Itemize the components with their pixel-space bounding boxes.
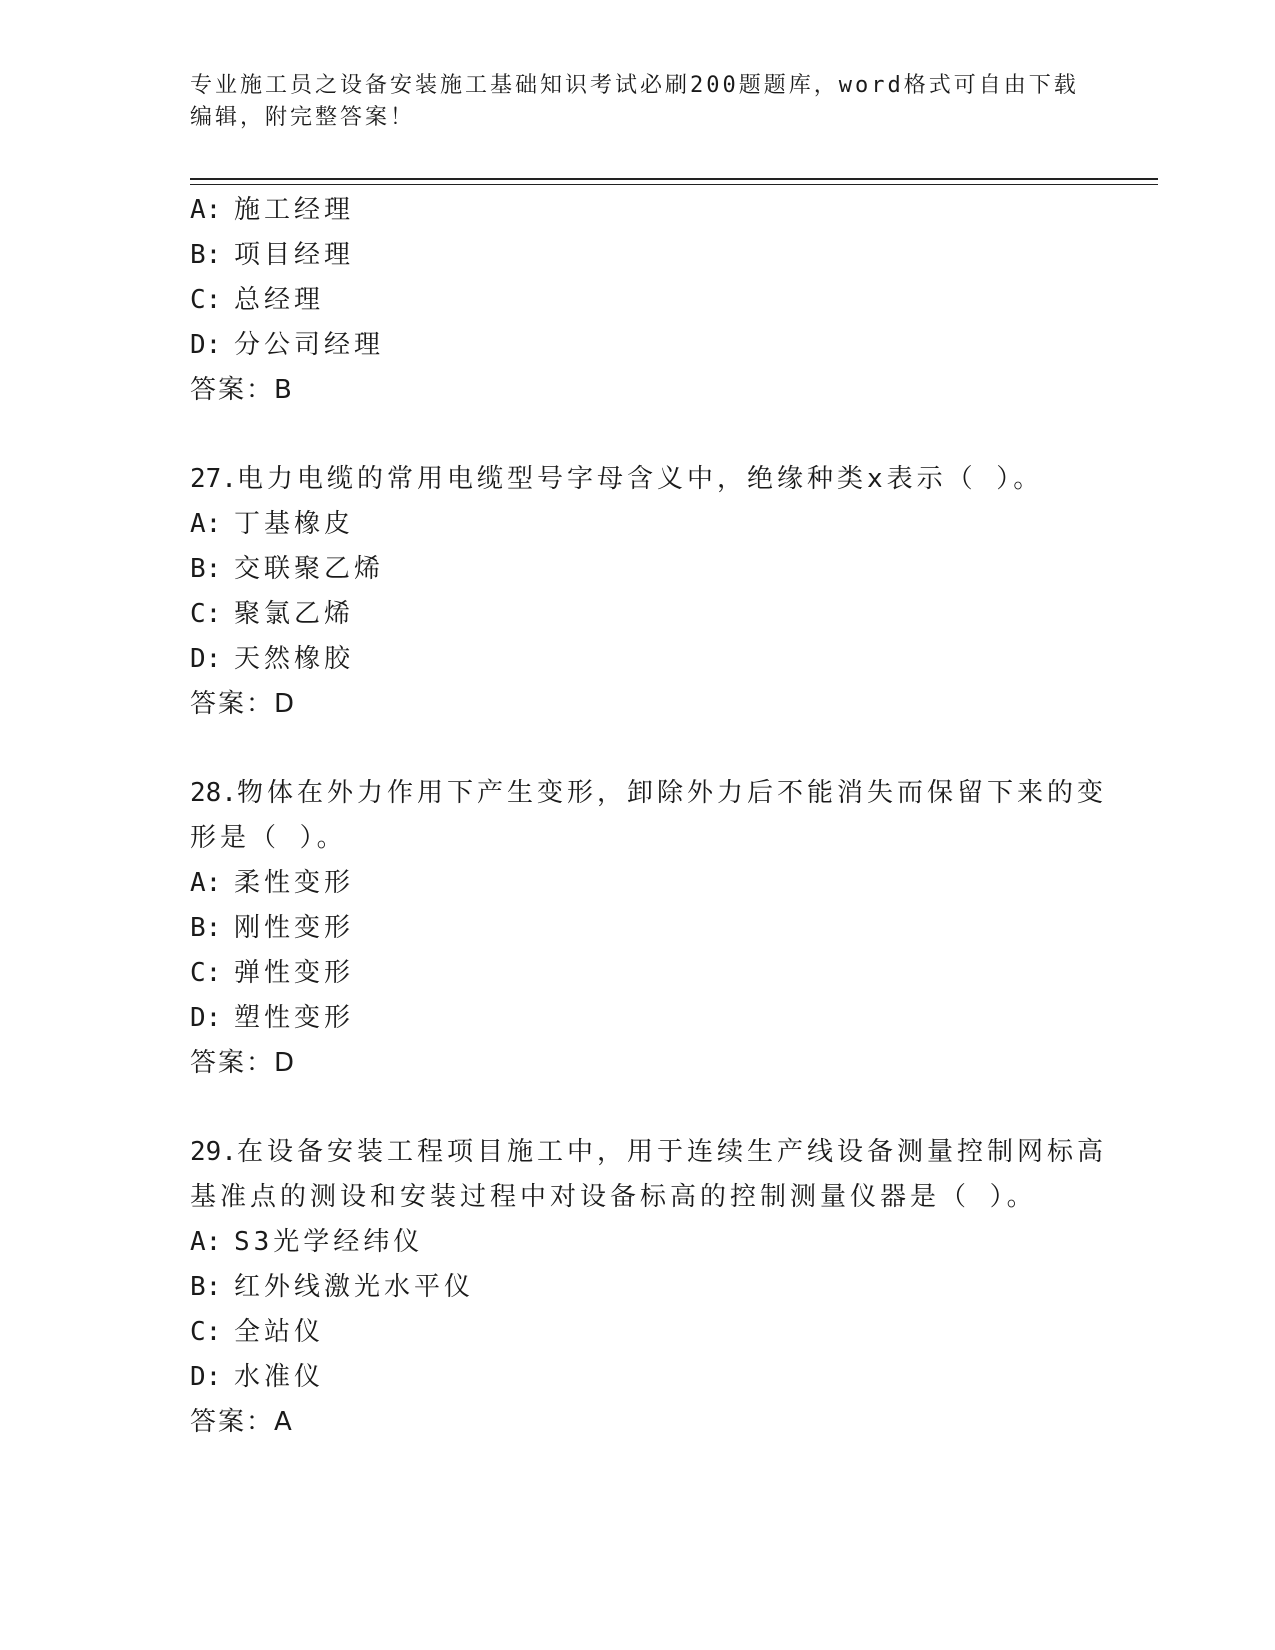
option-b: [190, 552, 384, 586]
option-key: B:: [190, 913, 222, 943]
option-key: D:: [190, 644, 222, 674]
option-key: B:: [190, 240, 222, 270]
option-a: [190, 507, 354, 541]
answer-line: 答案：A: [190, 1407, 294, 1437]
option-d: [190, 642, 354, 676]
option-a: [190, 1225, 423, 1259]
option-key: D:: [190, 330, 222, 360]
option-key: B:: [190, 1272, 222, 1302]
option-text: 丁基橡皮: [234, 509, 355, 539]
option-key: C:: [190, 599, 222, 629]
answer-line: 答案：D: [190, 689, 297, 719]
question-text: 物体在外力作用下产生变形，卸除外力后不能消失而保留下来的变: [236, 778, 1107, 808]
option-text: 塑性变形: [234, 1003, 355, 1033]
answer-line: 答案：B: [190, 375, 294, 405]
option-b: [190, 238, 354, 272]
option-c: [190, 1315, 324, 1349]
option-c: [190, 597, 354, 631]
answer-line: 答案：D: [190, 1048, 297, 1078]
question-28-stem-line2: 形是（ ）。: [190, 823, 347, 853]
option-d: [190, 1360, 324, 1394]
option-key: A:: [190, 868, 222, 898]
option-text: 交联聚乙烯: [234, 554, 385, 584]
option-text: 弹性变形: [234, 958, 355, 988]
option-text: 总经理: [234, 285, 325, 315]
question-number: 29.: [190, 1137, 237, 1167]
question-text: 在设备安装工程项目施工中，用于连续生产线设备测量控制网标高: [236, 1137, 1107, 1167]
option-key: A:: [190, 195, 222, 225]
option-text: 全站仪: [234, 1317, 325, 1347]
question-number: 27.: [190, 464, 237, 494]
question-text: 电力电缆的常用电缆型号字母含义中，绝缘种类x表示（ ）。: [236, 464, 1044, 494]
question-29-stem-line1: [190, 1135, 1107, 1169]
question-29-stem-line2: 基准点的测设和安装过程中对设备标高的控制测量仪器是（ ）。: [190, 1182, 1037, 1212]
option-key: A:: [190, 1227, 222, 1257]
option-c: [190, 956, 354, 990]
question-28-stem-line1: [190, 776, 1107, 810]
option-key: C:: [190, 958, 222, 988]
option-text: 水准仪: [234, 1362, 325, 1392]
option-a: [190, 866, 354, 900]
option-key: D:: [190, 1362, 222, 1392]
question-27-stem: [190, 462, 1043, 496]
document-header: 专业施工员之设备安装施工基础知识考试必刷200题题库，word格式可自由下载编辑，附完整答案！: [190, 73, 1079, 130]
option-text: 施工经理: [234, 195, 355, 225]
header-rule-thick: [190, 178, 1158, 180]
option-text: 分公司经理: [234, 330, 385, 360]
option-d: [190, 328, 384, 362]
option-text: 天然橡胶: [234, 644, 355, 674]
option-text: 聚氯乙烯: [234, 599, 355, 629]
option-text: 柔性变形: [234, 868, 355, 898]
header-rule-thin: [190, 184, 1158, 185]
option-key: C:: [190, 285, 222, 315]
option-b: [190, 911, 354, 945]
question-number: 28.: [190, 778, 237, 808]
option-key: A:: [190, 509, 222, 539]
option-text: 项目经理: [234, 240, 355, 270]
option-text: 刚性变形: [234, 913, 355, 943]
option-key: C:: [190, 1317, 222, 1347]
option-c: [190, 283, 324, 317]
option-d: [190, 1001, 354, 1035]
option-text: 红外线激光水平仪: [234, 1272, 475, 1302]
option-b: [190, 1270, 474, 1304]
option-a: [190, 193, 354, 227]
option-key: B:: [190, 554, 222, 584]
option-key: D:: [190, 1003, 222, 1033]
option-text: S3光学经纬仪: [234, 1227, 424, 1257]
